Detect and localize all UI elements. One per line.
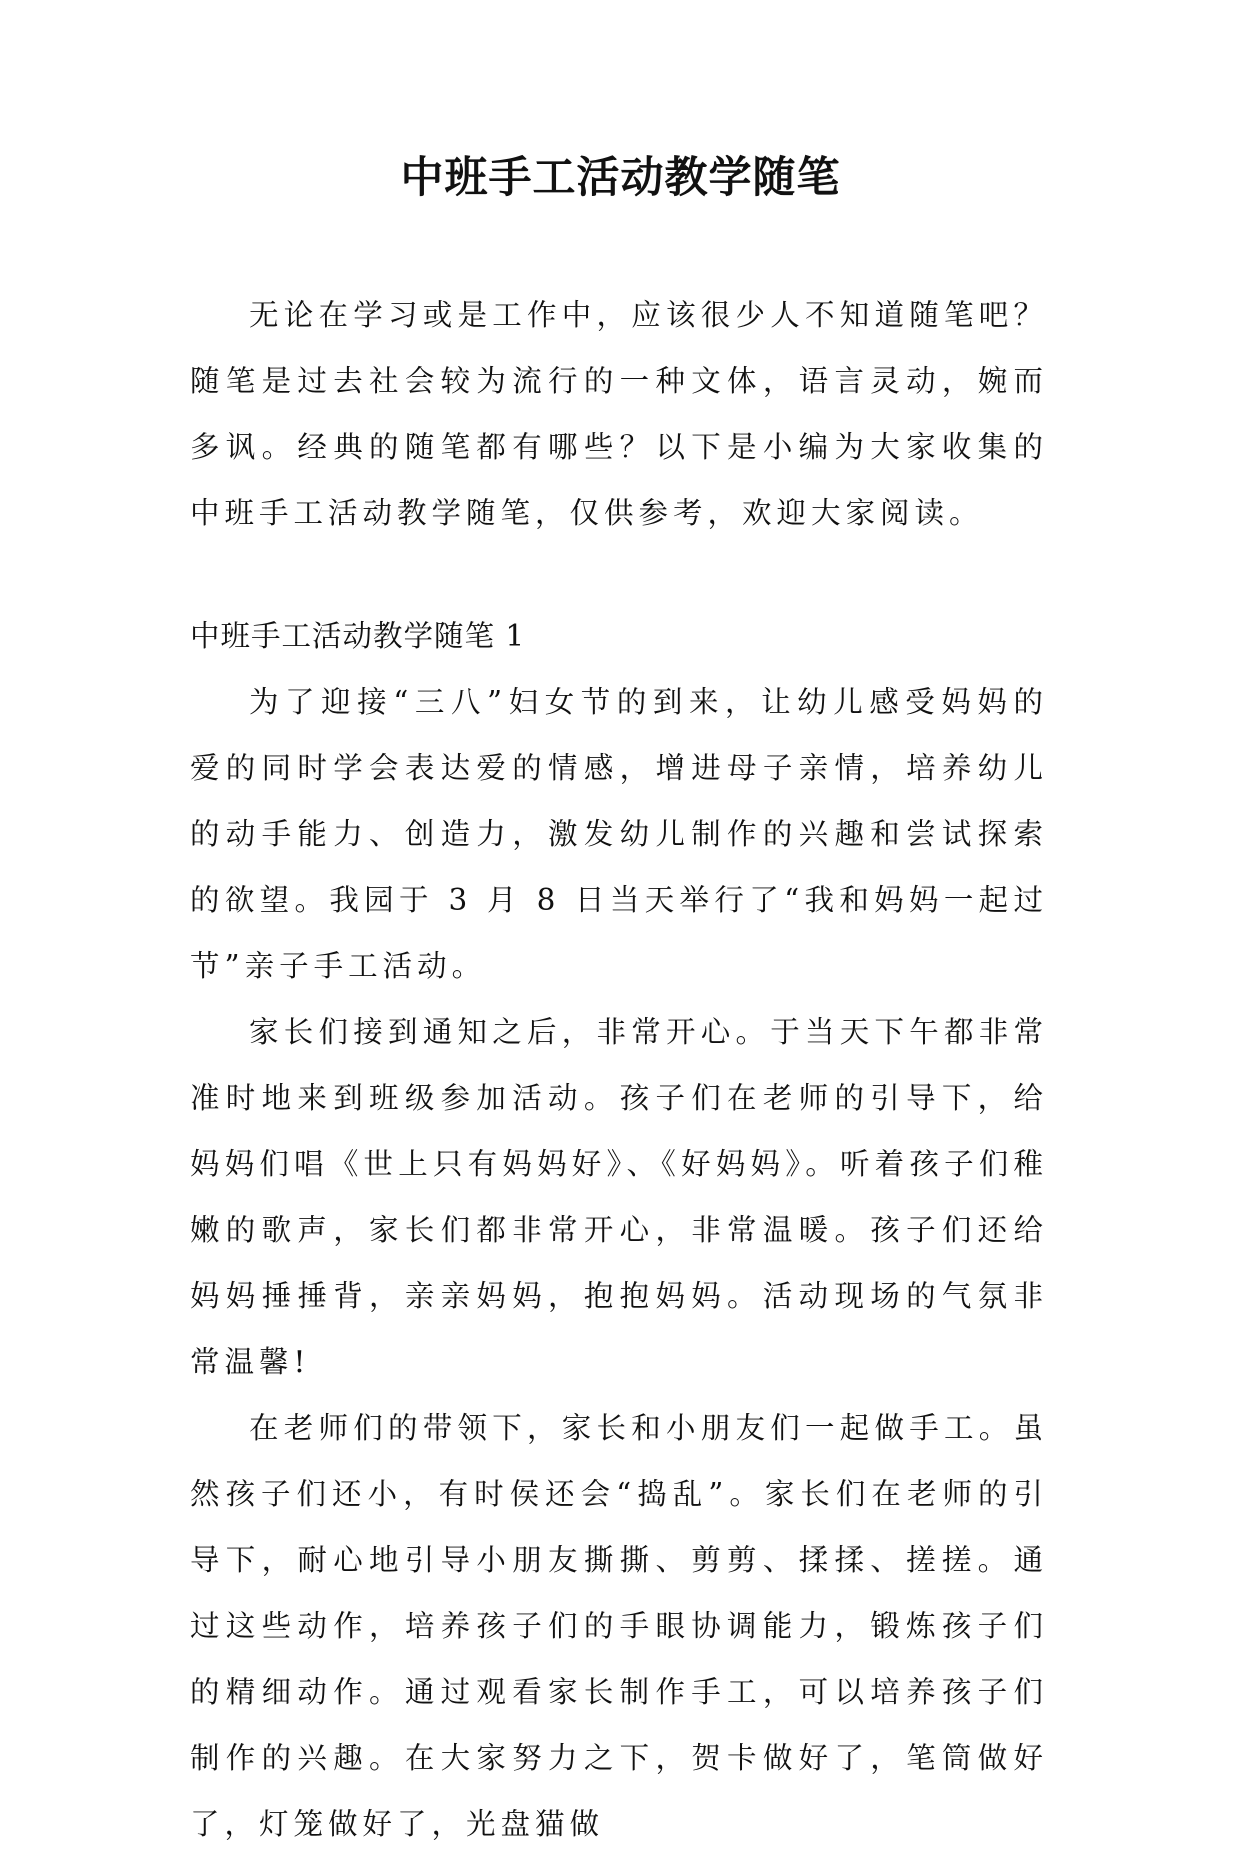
section-paragraph-3: 在老师们的带领下，家长和小朋友们一起做手工。虽然孩子们还小，有时侯还会“捣乱”。家长们在老师的引导下，耐心地引导小朋友撕撕、剪剪、揉揉、搓搓。通过这些动作，培养孩子们的手眼协调能力，锻炼孩子们的精细动作。通过观看家长制作手工，可以培养孩子们制作的兴趣。在大家努力之下，贺卡做好了，笔筒做好了，灯笼做好了，光盘猫做 xyxy=(190,1411,1048,1841)
section-spacer xyxy=(190,546,1048,603)
section-paragraph-1: 为了迎接“三八”妇女节的到来，让幼儿感受妈妈的爱的同时学会表达爱的情感，增进母子亲情，培养幼儿的动手能力、创造力，激发幼儿制作的兴趣和尝试探索的欲望。我园于 3 月 8 日当天举行了“我和妈妈一起过节”亲子手工活动。 xyxy=(190,685,1048,983)
document-body xyxy=(190,282,1048,1857)
intro-paragraph: 无论在学习或是工作中，应该很少人不知道随笔吧？随笔是过去社会较为流行的一种文体，语言灵动，婉而多讽。经典的随笔都有哪些？以下是小编为大家收集的中班手工活动教学随笔，仅供参考，欢迎大家阅读。 xyxy=(190,298,1048,530)
document-title: 中班手工活动教学随笔 xyxy=(400,153,841,203)
section-paragraph-2: 家长们接到通知之后，非常开心。于当天下午都非常准时地来到班级参加活动。孩子们在老师的引导下，给妈妈们唱《世上只有妈妈好》、《好妈妈》。听着孩子们稚嫩的歌声，家长们都非常开心，非常温暖。孩子们还给妈妈捶捶背，亲亲妈妈，抱抱妈妈。活动现场的气氛非常温馨! xyxy=(190,1015,1048,1379)
section-heading: 中班手工活动教学随笔 1 xyxy=(190,619,526,653)
